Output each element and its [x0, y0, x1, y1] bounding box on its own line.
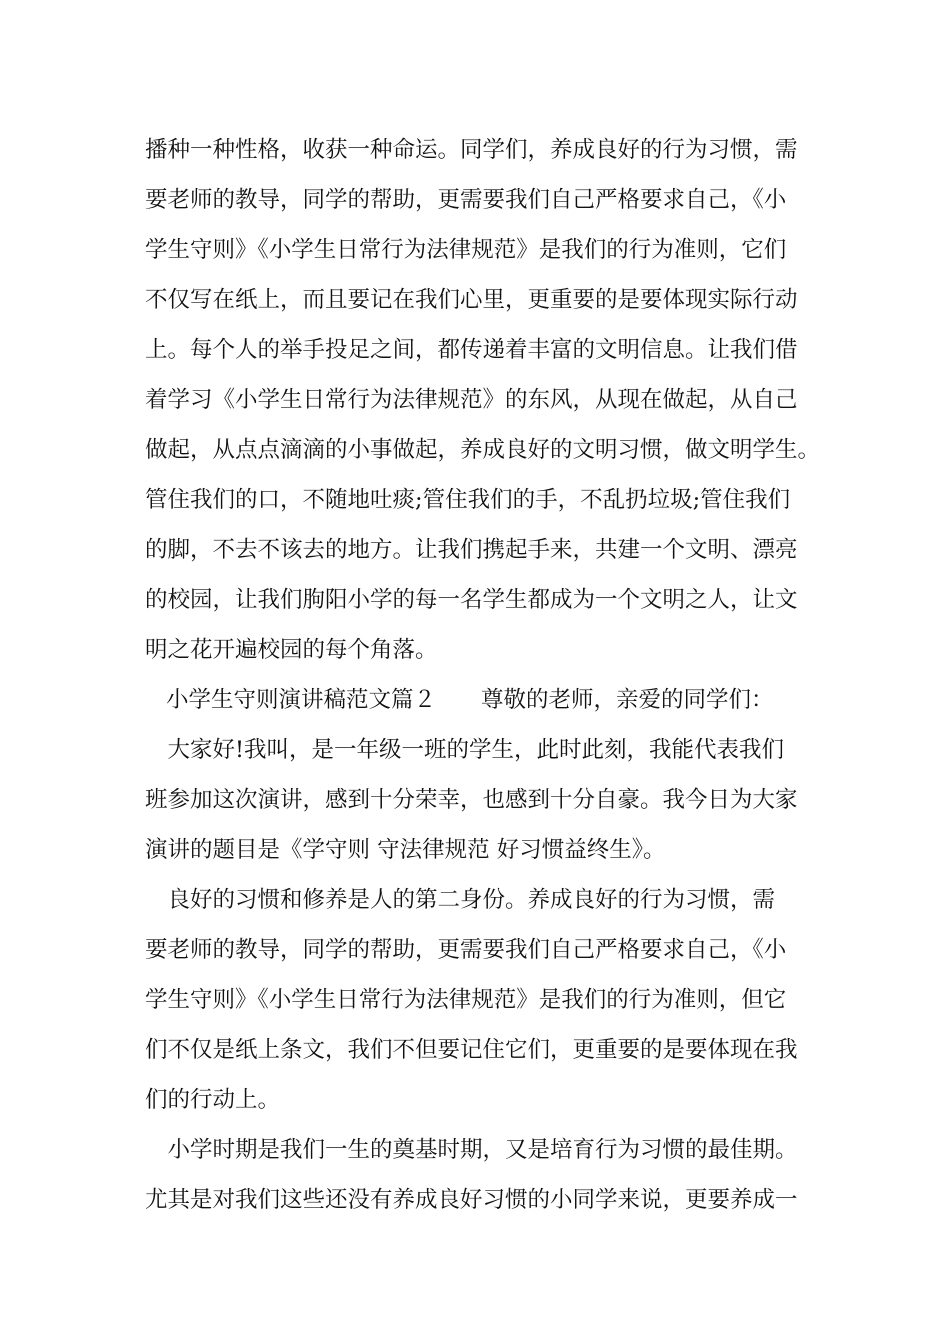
text-line: 良好的习惯和修养是人的第二身份。养成良好的行为习惯，需	[145, 887, 776, 913]
text-line: 大家好!我叫，是一年级一班的学生，此时此刻，我能代表我们	[145, 737, 785, 763]
text-line: 明之花开遍校园的每个角落。	[145, 637, 438, 663]
text-line: 的脚，不去不该去的地方。让我们携起手来，共建一个文明、漂亮	[145, 537, 798, 563]
text-line: 要老师的教导，同学的帮助，更需要我们自己严格要求自己，《小	[145, 187, 787, 213]
text-line: 上。每个人的举手投足之间，都传递着丰富的文明信息。让我们借	[145, 337, 798, 363]
text-line: 着学习《小学生日常行为法律规范》的东风，从现在做起，从自己	[145, 387, 798, 413]
text-line: 播种一种性格，收获一种命运。同学们，养成良好的行为习惯，需	[145, 137, 798, 163]
text-line: 不仅写在纸上，而且要记在我们心里，更重要的是要体现实际行动	[145, 287, 798, 313]
text-line: 的校园，让我们朐阳小学的每一名学生都成为一个文明之人，让文	[145, 587, 798, 613]
text-line: 学生守则》《小学生日常行为法律规范》是我们的行为准则，它们	[145, 237, 787, 263]
text-line: 演讲的题目是《学守则 守法律规范 好习惯益终生》。	[145, 837, 666, 863]
text-line: 们的行动上。	[145, 1087, 281, 1113]
text-line: 做起，从点点滴滴的小事做起，养成良好的文明习惯，做文明学生。	[145, 437, 821, 463]
text-line: 班参加这次演讲，感到十分荣幸，也感到十分自豪。我今日为大家	[145, 787, 798, 813]
section-heading: 小学生守则演讲稿范文篇２ 尊敬的老师，亲爱的同学们：	[166, 687, 774, 713]
text-line: 尤其是对我们这些还没有养成良好习惯的小同学来说，更要养成一	[145, 1187, 798, 1213]
text-line: 管住我们的口，不随地吐痰;管住我们的手，不乱扔垃圾;管住我们	[145, 487, 791, 513]
text-line: 要老师的教导，同学的帮助，更需要我们自己严格要求自己，《小	[145, 937, 787, 963]
text-line: 小学时期是我们一生的奠基时期，又是培育行为习惯的最佳期。	[145, 1137, 798, 1163]
text-line: 们不仅是纸上条文，我们不但要记住它们，更重要的是要体现在我	[145, 1037, 798, 1063]
text-line: 学生守则》《小学生日常行为法律规范》是我们的行为准则，但它	[145, 987, 787, 1013]
